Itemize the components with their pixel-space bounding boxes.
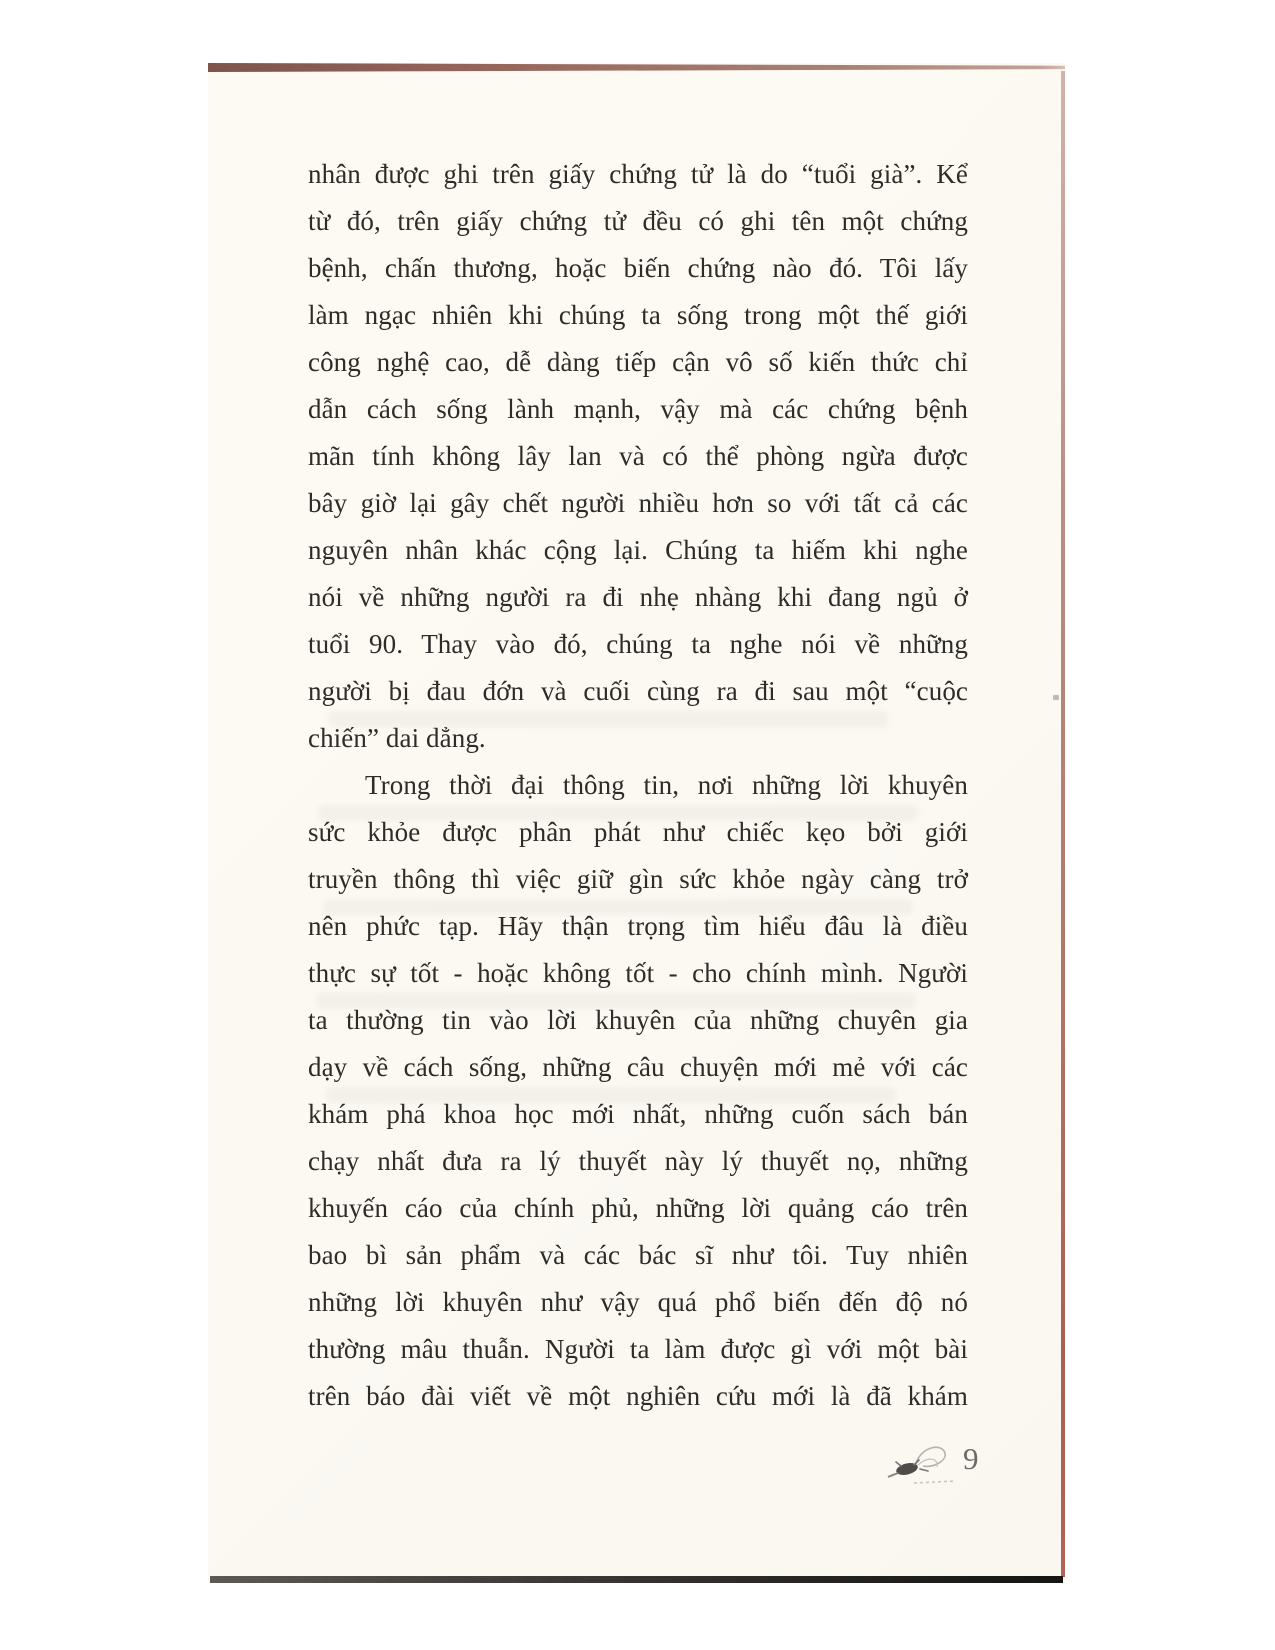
text-line: nguyên nhân khác cộng lại. Chúng ta hiếm khi nghe	[308, 535, 968, 565]
text-line: khuyến cáo của chính phủ, những lời quảng cáo trên	[308, 1193, 968, 1223]
text-line: nói về những người ra đi nhẹ nhàng khi đang ngủ ở	[308, 582, 968, 612]
text-line: thường mâu thuẫn. Người ta làm được gì với một bài	[308, 1334, 968, 1364]
text-line: truyền thông thì việc giữ gìn sức khỏe ngày càng trở	[308, 864, 968, 894]
text-line: thực sự tốt - hoặc không tốt - cho chính mình. Người	[308, 958, 968, 988]
text-line: trên báo đài viết về một nghiên cứu mới là đã khám	[308, 1381, 968, 1411]
text-line: từ đó, trên giấy chứng tử đều có ghi tên một chứng	[308, 206, 968, 236]
text-line: dẫn cách sống lành mạnh, vậy mà các chứng bệnh	[308, 394, 968, 424]
text-line: sức khỏe được phân phát như chiếc kẹo bởi giới	[308, 817, 968, 847]
text-line: ta thường tin vào lời khuyên của những chuyên gia	[308, 1005, 968, 1035]
text-line: chiến” dai dẳng.	[308, 723, 486, 753]
text-line: bệnh, chấn thương, hoặc biến chứng nào đó. Tôi lấy	[308, 253, 968, 283]
page-bottom-edge	[210, 1576, 1063, 1583]
body-text	[308, 151, 968, 1420]
text-line: Trong thời đại thông tin, nơi những lời khuyên	[365, 770, 968, 800]
scan-speck	[1053, 695, 1059, 700]
text-line: tuổi 90. Thay vào đó, chúng ta nghe nói về những	[308, 629, 968, 659]
dragonfly-ornament-icon	[876, 1441, 960, 1489]
text-line: dạy về cách sống, những câu chuyện mới mẻ với các	[308, 1052, 968, 1082]
page-top-edge	[208, 63, 1065, 72]
text-line: nhân được ghi trên giấy chứng tử là do “tuổi già”. Kể	[308, 159, 968, 189]
text-line: mãn tính không lây lan và có thể phòng ngừa được	[308, 441, 968, 471]
text-line: nên phức tạp. Hãy thận trọng tìm hiểu đâu là điều	[308, 911, 968, 941]
text-line: bao bì sản phẩm và các bác sĩ như tôi. Tuy nhiên	[308, 1240, 968, 1270]
text-line: những lời khuyên như vậy quá phổ biến đến độ nó	[308, 1287, 968, 1317]
text-line: công nghệ cao, dễ dàng tiếp cận vô số kiến thức chỉ	[308, 347, 968, 377]
text-line: chạy nhất đưa ra lý thuyết này lý thuyết nọ, những	[308, 1146, 968, 1176]
text-line: làm ngạc nhiên khi chúng ta sống trong một thế giới	[308, 300, 968, 330]
scanned-book-page	[208, 63, 1065, 1583]
text-line: khám phá khoa học mới nhất, những cuốn sách bán	[308, 1099, 968, 1129]
page-number: 9	[963, 1441, 979, 1476]
page-right-edge	[1061, 71, 1065, 1577]
text-line: người bị đau đớn và cuối cùng ra đi sau một “cuộc	[308, 676, 968, 706]
text-line: bây giờ lại gây chết người nhiều hơn so với tất cả các	[308, 488, 968, 518]
